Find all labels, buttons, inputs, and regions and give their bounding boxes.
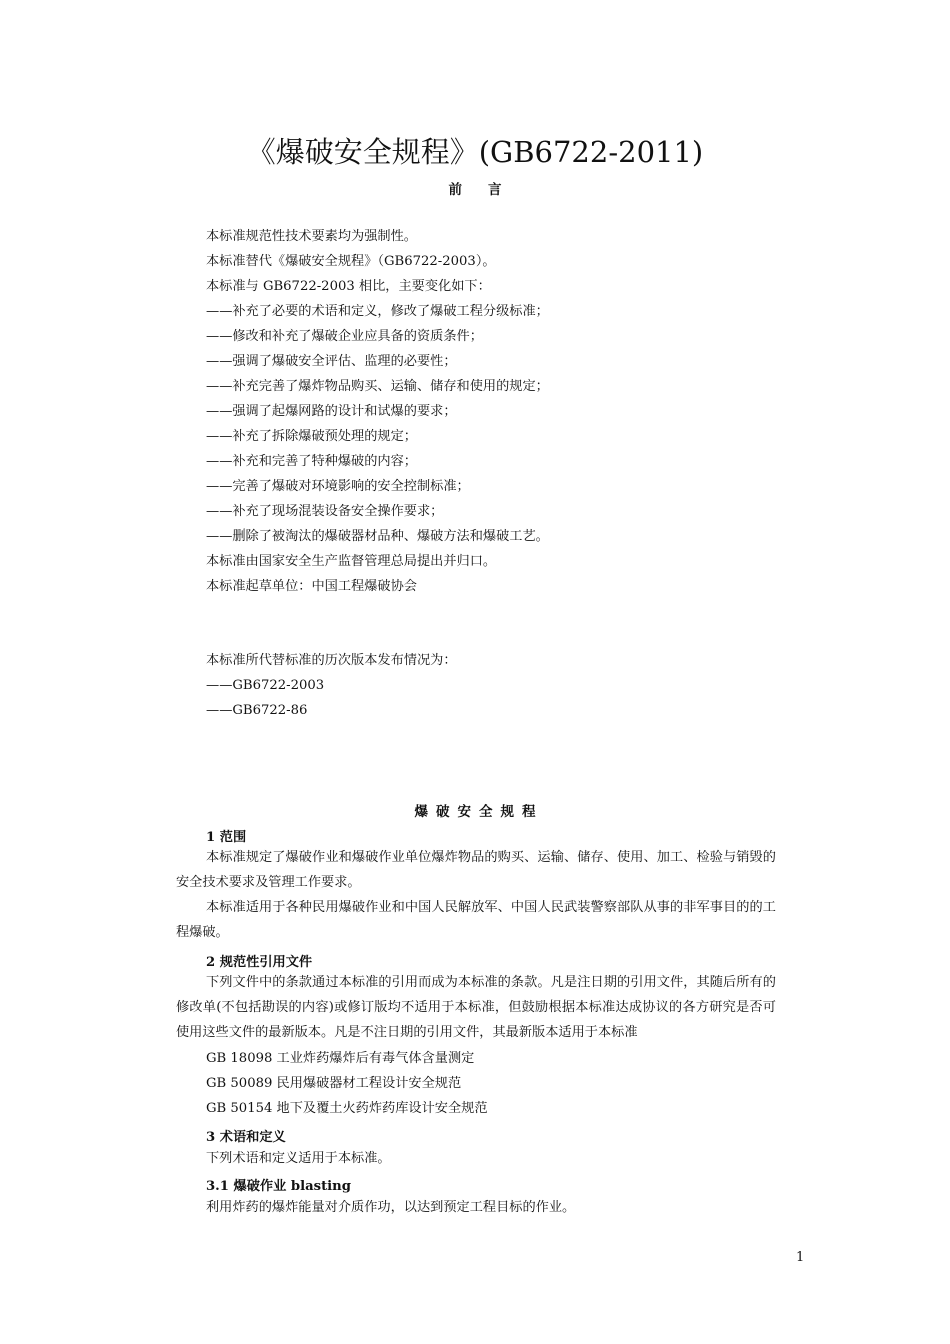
foreword-heading: 前言 [448, 182, 528, 198]
history-line: 本标准所代替标准的历次版本发布情况为： [206, 653, 457, 668]
history-line: ——GB6722-2003 [206, 678, 325, 693]
foreword-line: ——补充了现场混装设备安全操作要求； [206, 504, 444, 519]
reference-item: GB 50154 地下及覆土火药炸药库设计安全规范 [206, 1101, 488, 1116]
foreword-line: ——强调了起爆网路的设计和试爆的要求； [206, 404, 457, 419]
page-number: 1 [796, 1250, 805, 1265]
section-2-heading: 2 规范性引用文件 [206, 955, 313, 970]
foreword-line: 本标准与 GB6722-2003 相比，主要变化如下： [206, 279, 491, 294]
section-1-paragraph: 本标准适用于各种民用爆破作业和中国人民解放军、中国人民武装警察部队从事的非军事目的的工程爆破。 [176, 900, 776, 940]
section-3-1-heading: 3.1 爆破作业 blasting [206, 1179, 351, 1194]
section-3-1-paragraph: 利用炸药的爆炸能量对介质作功，以达到预定工程目标的作业。 [206, 1200, 576, 1215]
foreword-line: ——修改和补充了爆破企业应具备的资质条件； [206, 329, 483, 344]
section-2-paragraph: 下列文件中的条款通过本标准的引用而成为本标准的条款。凡是注日期的引用文件，其随后所有的修改单(不包括勘误的内容)或修订版均不适用于本标准，但鼓励根据本标准达成协议的各方研究是否可使用这些文件的最新版本。凡是不注日期的引用文件，其最新版本适用于本标准 [176, 975, 776, 1040]
section-title: 爆破安全规程 [414, 804, 544, 820]
section-3-heading: 3 术语和定义 [206, 1130, 286, 1145]
foreword-line: ——补充完善了爆炸物品购买、运输、储存和使用的规定； [206, 379, 549, 394]
foreword-line: ——补充了必要的术语和定义，修改了爆破工程分级标准； [206, 304, 549, 319]
section-3-paragraph: 下列术语和定义适用于本标准。 [206, 1151, 391, 1166]
foreword-line: ——补充了拆除爆破预处理的规定； [206, 429, 417, 444]
foreword-line: 本标准起草单位：中国工程爆破协会 [206, 579, 417, 594]
reference-item: GB 50089 民用爆破器材工程设计安全规范 [206, 1076, 462, 1091]
section-1-heading: 1 范围 [206, 830, 247, 845]
foreword-line: ——补充和完善了特种爆破的内容； [206, 454, 417, 469]
reference-item: GB 18098 工业炸药爆炸后有毒气体含量测定 [206, 1051, 475, 1066]
history-line: ——GB6722-86 [206, 703, 308, 718]
foreword-line: ——强调了爆破安全评估、监理的必要性； [206, 354, 457, 369]
foreword-line: 本标准由国家安全生产监督管理总局提出并归口。 [206, 554, 497, 569]
foreword-line: ——完善了爆破对环境影响的安全控制标准； [206, 479, 470, 494]
foreword-line: ——删除了被淘汰的爆破器材品种、爆破方法和爆破工艺。 [206, 529, 549, 544]
section-1-paragraph: 本标准规定了爆破作业和爆破作业单位爆炸物品的购买、运输、储存、使用、加工、检验与销毁的安全技术要求及管理工作要求。 [176, 850, 776, 890]
document-title: 《爆破安全规程》(GB6722-2011) [246, 135, 704, 169]
foreword-line: 本标准规范性技术要素均为强制性。 [206, 229, 417, 244]
foreword-line: 本标准替代《爆破安全规程》（GB6722-2003）。 [206, 254, 496, 269]
